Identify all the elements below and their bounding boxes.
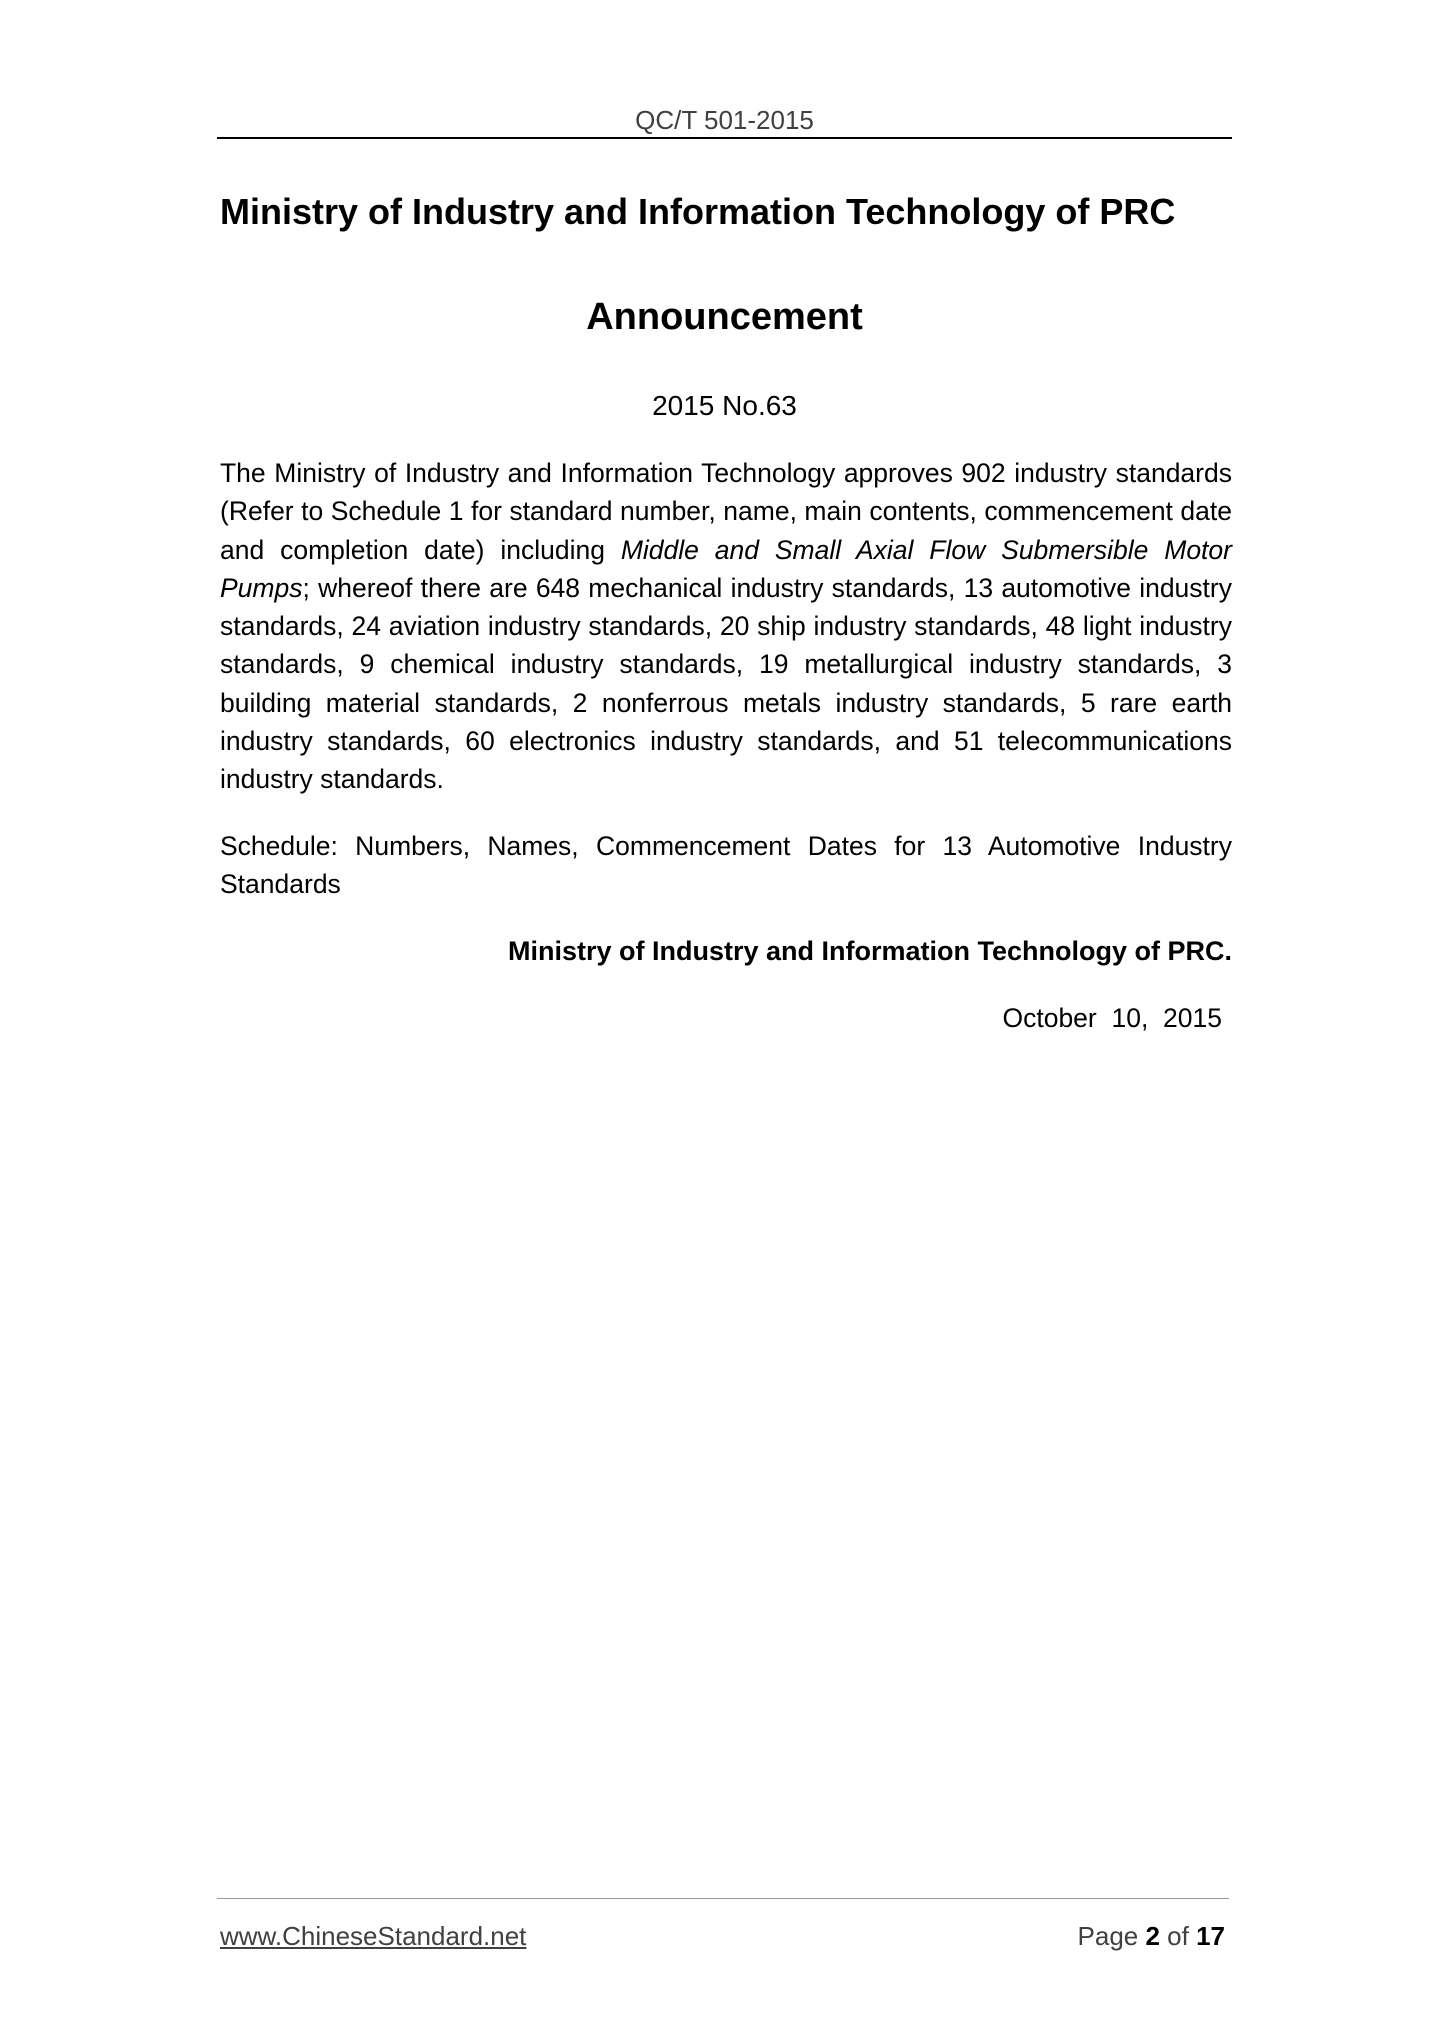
page-of: of <box>1159 1921 1197 1951</box>
page-indicator <box>1078 1920 1225 1952</box>
body-rest-text: ; whereof there are 648 mechanical industry standards, 13 automotive industry standards, 24 aviation industry standards, 20 ship industry standards, 48 light industry standards, 9 chemical industry standards, 19 metallurgical industry standards, 3 building material standards, 2 nonferrous metals industry standards, 5 rare earth industry standards, 60 electronics industry standards, and 51 telecommunications industry standards. <box>220 572 1232 795</box>
announcement-heading: Announcement <box>586 296 863 338</box>
page-total: 17 <box>1196 1921 1225 1951</box>
sign-date: October 10, 2015 <box>1002 1003 1222 1033</box>
page-prefix: Page <box>1077 1921 1146 1951</box>
footer-divider <box>217 1898 1229 1899</box>
website-link[interactable]: www.ChineseStandard.net <box>220 1921 527 1951</box>
announcement-body <box>220 454 1232 799</box>
page-current: 2 <box>1145 1921 1160 1951</box>
schedule-paragraph: Schedule: Numbers, Names, Commencement Dates for 13 Automotive Industry Standards <box>220 831 1232 900</box>
body-lead-text: The Ministry of Industry and Information Technology approves 902 industry standards (Refer to Schedule 1 for standard number, name, main contents, commencement date and completion date) including <box>220 458 1232 565</box>
signatory: Ministry of Industry and Information Technology of PRC. <box>507 936 1232 966</box>
body-italic-title: Middle and Small Axial Flow Submersible Motor Pumps <box>220 534 1232 603</box>
running-header: QC/T 501-2015 <box>635 105 814 135</box>
header-divider <box>217 137 1232 139</box>
announcement-number: 2015 No.63 <box>652 390 797 421</box>
ministry-title: Ministry of Industry and Information Technology of PRC <box>220 191 1176 232</box>
